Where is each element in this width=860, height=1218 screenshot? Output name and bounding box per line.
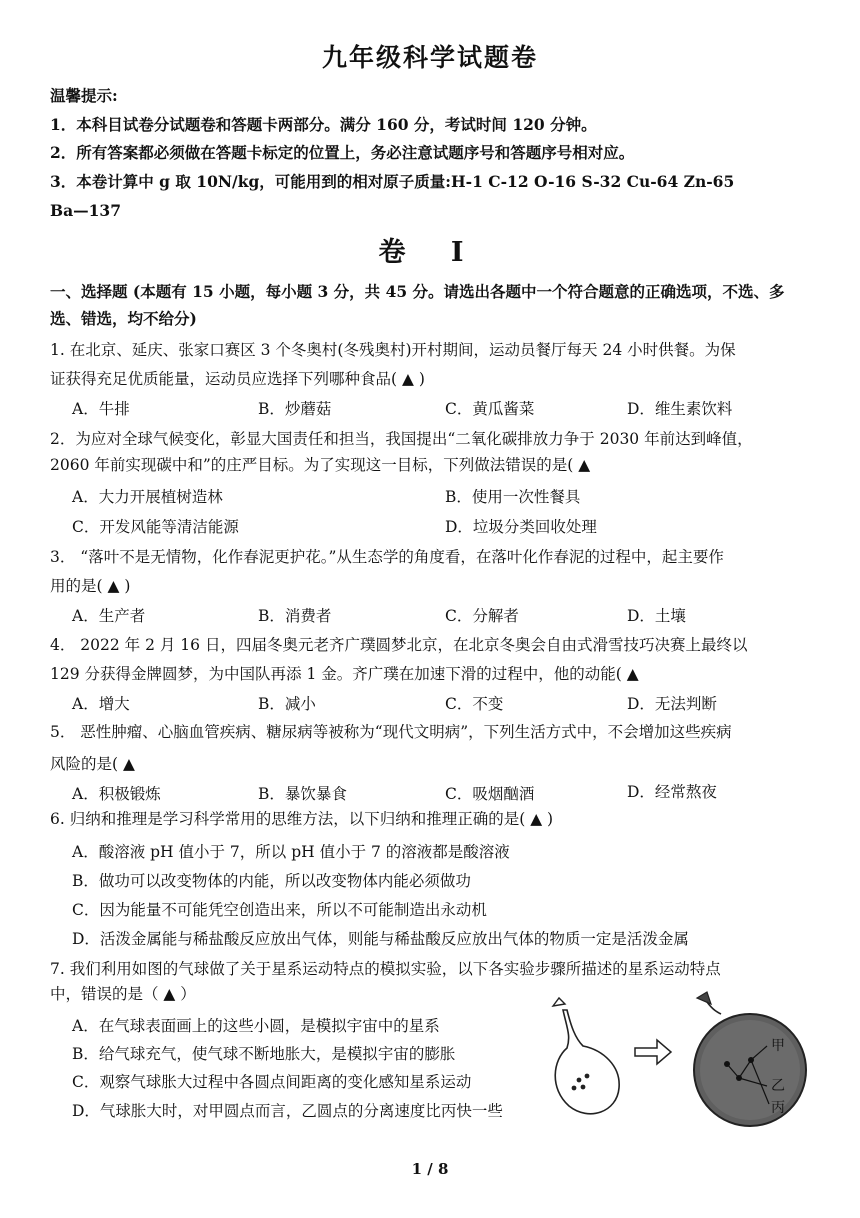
- q4-option-c: C．不变: [445, 695, 504, 713]
- q2-option-c: C．开发风能等清洁能源: [72, 518, 239, 536]
- question-1-line-2: 证获得充足优质能量，运动员应选择下列哪种食品( ▲ ): [50, 370, 425, 388]
- question-7-line-2: 中，错误的是（ ▲ ）: [50, 985, 196, 1003]
- question-1-line-1: 1. 在北京、延庆、张家口赛区 3 个冬奥村(冬残奥村)开村期间，运动员餐厅每天 24 小时供餐。为保: [50, 341, 736, 359]
- question-3-line-1: 3． “落叶不是无情物，化作春泥更护花。”从生态学的角度看，在落叶化作春泥的过程中，起主要作: [50, 548, 724, 566]
- q7-option-a: A．在气球表面画上的这些小圆，是模拟宇宙中的星系: [72, 1017, 440, 1035]
- tips-heading: 温馨提示:: [50, 86, 118, 105]
- large-balloon: [694, 992, 806, 1126]
- tip-1: 1．本科目试卷分试题卷和答题卡两部分。满分 160 分，考试时间 120 分钟。: [50, 115, 597, 134]
- q2-option-b: B．使用一次性餐具: [445, 488, 581, 506]
- q6-option-d: D．活泼金属能与稀盐酸反应放出气体，则能与稀盐酸反应放出气体的物质一定是活泼金属: [72, 930, 689, 948]
- small-balloon: [553, 998, 619, 1114]
- q2-option-d: D．垃圾分类回收处理: [445, 518, 597, 536]
- q1-option-b: B．炒蘑菇: [258, 400, 332, 418]
- q3-option-a: A．生产者: [72, 607, 146, 625]
- q3-option-c: C．分解者: [445, 607, 519, 625]
- label-yi: 乙: [771, 1078, 785, 1094]
- question-4-line-2: 129 分获得金牌圆梦，为中国队再添 1 金。齐广璞在加速下滑的过程中，他的动能( ▲: [50, 665, 639, 683]
- q6-option-b: B．做功可以改变物体的内能，所以改变物体内能必须做功: [72, 872, 471, 890]
- tip-3: 3．本卷计算中 g 取 10N/kg，可能用到的相对原子质量:H-1 C-12 O-16 S-32 Cu-64 Zn-65: [50, 172, 735, 191]
- q3-option-b: B．消费者: [258, 607, 332, 625]
- q2-option-a: A．大力开展植树造林: [72, 488, 223, 506]
- q1-option-c: C．黄瓜酱菜: [445, 400, 535, 418]
- q5-option-d: D．经常熬夜: [627, 783, 717, 801]
- volume-heading: 卷 I: [378, 237, 482, 268]
- question-5-line-1: 5． 恶性肿瘤、心脑血管疾病、糖尿病等被称为“现代文明病”，下列生活方式中，不会增加这些疾病: [50, 723, 732, 741]
- question-6-line-1: 6. 归纳和推理是学习科学常用的思维方法，以下归纳和推理正确的是( ▲ ): [50, 810, 554, 828]
- section-heading: 一、选择题 (本题有 15 小题，每小题 3 分，共 45 分。请选出各题中一个符合题意的正确选项，不选、多: [50, 282, 785, 301]
- q3-option-d: D．土壤: [627, 607, 686, 625]
- q1-option-d: D．维生素饮料: [627, 400, 733, 418]
- question-7-line-1: 7. 我们利用如图的气球做了关于星系运动特点的模拟实验，以下各实验步骤所描述的星系运动特点: [50, 960, 721, 978]
- q1-option-a: A．牛排: [72, 400, 130, 418]
- question-3-line-2: 用的是( ▲ ): [50, 577, 131, 595]
- q5-option-a: A．积极锻炼: [72, 785, 161, 803]
- q4-option-b: B．减小: [258, 695, 316, 713]
- question-4-line-1: 4． 2022 年 2 月 16 日，四届冬奥元老齐广璞圆梦北京，在北京冬奥会自由式滑雪技巧决赛上最终以: [50, 636, 748, 654]
- q7-option-b: B．给气球充气，使气球不断地胀大，是模拟宇宙的膨胀: [72, 1045, 456, 1063]
- page-title: 九年级科学试题卷: [321, 43, 538, 72]
- tip-2: 2．所有答案都必须做在答题卡标定的位置上，务必注意试题序号和答题序号相对应。: [50, 143, 635, 162]
- q4-option-d: D．无法判断: [627, 695, 717, 713]
- q7-option-d: D．气球胀大时，对甲圆点而言，乙圆点的分离速度比丙快一些: [72, 1102, 503, 1120]
- q7-option-c: C．观察气球胀大过程中各圆点间距离的变化感知星系运动: [72, 1073, 472, 1091]
- right-arrow-icon: [635, 1040, 671, 1064]
- q4-option-a: A．增大: [72, 695, 130, 713]
- q5-option-c: C．吸烟酗酒: [445, 785, 535, 803]
- q6-option-a: A．酸溶液 pH 值小于 7，所以 pH 值小于 7 的溶液都是酸溶液: [72, 843, 510, 861]
- page-number: 1 / 8: [411, 1160, 449, 1178]
- balloon-figure: [545, 988, 815, 1128]
- q5-option-b: B．暴饮暴食: [258, 785, 347, 803]
- tip-3-cont: Ba—137: [50, 201, 121, 220]
- label-bing: 丙: [771, 1100, 785, 1116]
- question-5-line-2: 风险的是( ▲: [50, 755, 135, 773]
- label-jia: 甲: [771, 1038, 785, 1054]
- q6-option-c: C．因为能量不可能凭空创造出来，所以不可能制造出永动机: [72, 901, 487, 919]
- question-2-line-2: 2060 年前实现碳中和”的庄严目标。为了实现这一目标，下列做法错误的是( ▲: [50, 456, 591, 474]
- section-heading-cont: 选、错选，均不给分): [50, 309, 197, 328]
- question-2-line-1: 2．为应对全球气候变化，彰显大国责任和担当，我国提出“二氧化碳排放力争于 2030 年前达到峰值，: [50, 430, 753, 448]
